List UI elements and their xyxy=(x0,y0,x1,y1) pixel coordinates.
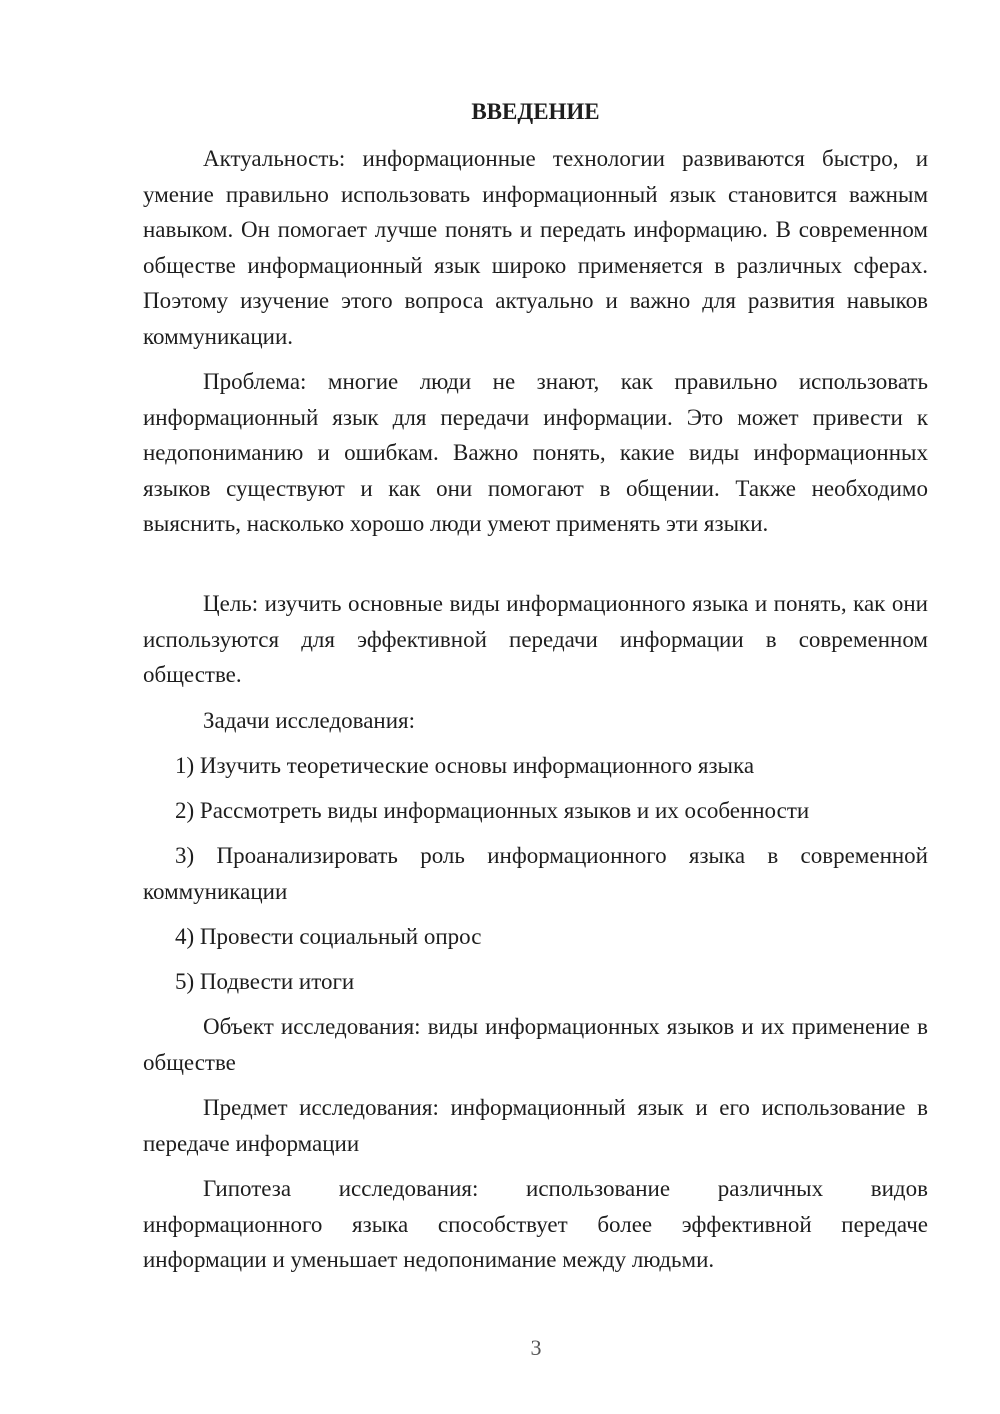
paragraph-problem: Проблема: многие люди не знают, как правильно использовать информационный язык для передачи информации. Это может привести к недопониманию и ошибкам. Важно понять, какие виды информационных языков существуют и как они помогают в общении. Также необходимо выяснить, насколько хорошо люди умеют применять эти языки. xyxy=(143,369,928,536)
paragraph-object: Объект исследования: виды информационных языков и их применение в обществе xyxy=(143,1014,928,1075)
paragraph-hypothesis: Гипотеза исследования: использование различных видов информационного языка способствует более эффективной передаче информации и уменьшает недопонимание между людьми. xyxy=(143,1176,928,1272)
paragraph-subject: Предмет исследования: информационный язык и его использование в передаче информации xyxy=(143,1095,928,1156)
page-title: ВВЕДЕНИЕ xyxy=(471,99,600,124)
paragraph-relevance: Актуальность: информационные технологии развиваются быстро, и умение правильно использовать информационный язык становится важным навыком. Он помогает лучше понять и передать информацию. В современном обществе информационный язык широко применяется в различных сферах. Поэтому изучение этого вопроса актуально и важно для развития навыков коммуникации. xyxy=(143,146,928,349)
task-item-1: 1) Изучить теоретические основы информационного языка xyxy=(175,753,755,778)
tasks-title: Задачи исследования: xyxy=(203,708,416,733)
paragraph-goal: Цель: изучить основные виды информационного языка и понять, как они используются для эффективной передачи информации в современном обществе. xyxy=(143,591,928,687)
page-number: 3 xyxy=(530,1335,542,1360)
task-item-5: 5) Подвести итоги xyxy=(175,969,355,994)
task-item-2: 2) Рассмотреть виды информационных языков и их особенности xyxy=(175,798,810,823)
task-item-4: 4) Провести социальный опрос xyxy=(175,924,482,949)
task-item-3: 3) Проанализировать роль информационного языка в современной коммуникации xyxy=(143,843,928,904)
